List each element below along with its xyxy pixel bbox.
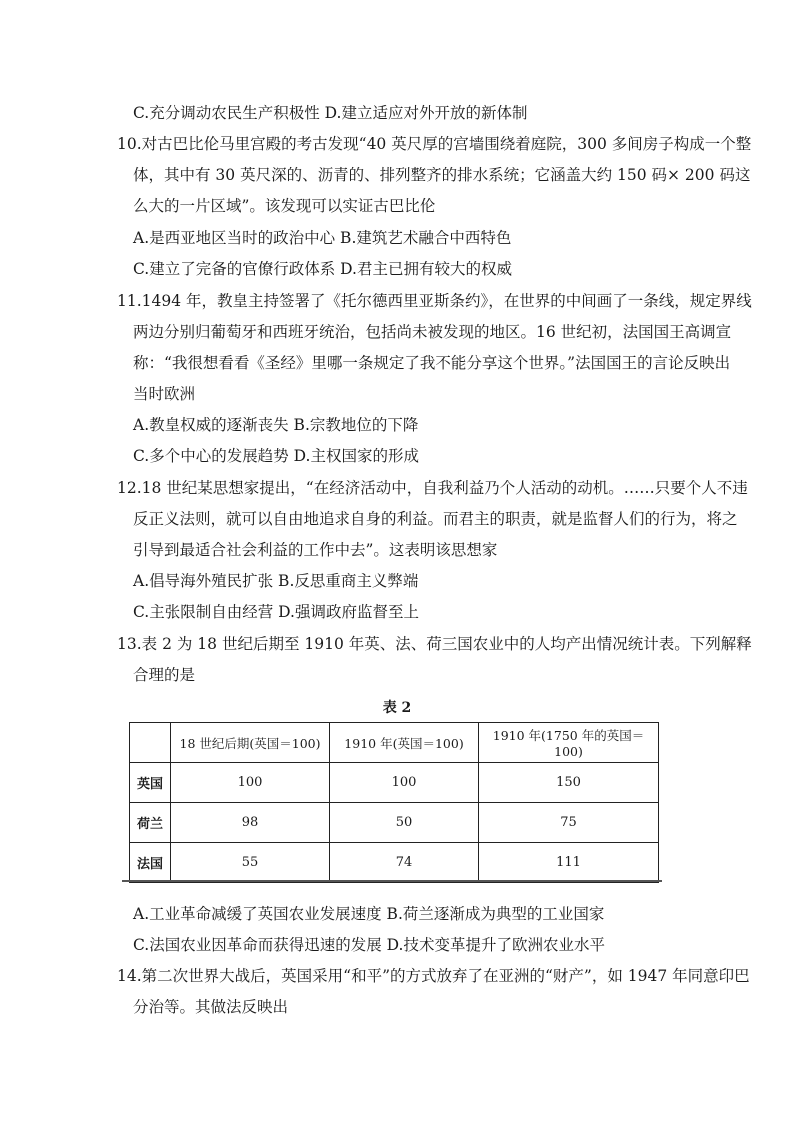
table-bottom-rule [122, 880, 662, 882]
table-header-cell [130, 723, 171, 763]
statistics-table [129, 722, 659, 883]
option-line-ab: A.工业革命减缓了英国农业发展速度 B.荷兰逐渐成为典型的工业国家 [133, 905, 605, 923]
option-line-cd: C.多个中心的发展趋势 D.主权国家的形成 [133, 447, 419, 465]
table-cell: 55 [171, 843, 330, 883]
option-line-ab: A.是西亚地区当时的政治中心 B.建筑艺术融合中西特色 [133, 229, 512, 247]
option-line-cd: C.建立了完备的官僚行政体系 D.君主已拥有较大的权威 [133, 260, 512, 278]
table-cell: 100 [330, 763, 479, 803]
question-text-line: 合理的是 [133, 666, 196, 684]
table-row [130, 763, 659, 803]
question-text-line: 13.表 2 为 18 世纪后期至 1910 年英、法、荷三国农业中的人均产出情况统计表。下列解释 [117, 635, 752, 653]
question-text-line: 11.1494 年，教皇主持签署了《托尔德西里亚斯条约》，在世界的中间画了一条线，规定界线 [117, 292, 752, 310]
option-line-ab: A.教皇权威的逐渐丧失 B.宗教地位的下降 [133, 416, 419, 434]
option-line-ab: A.倡导海外殖民扩张 B.反思重商主义弊端 [133, 572, 419, 590]
table-cell: 74 [330, 843, 479, 883]
row-header-cell: 英国 [130, 763, 171, 803]
row-header-cell: 荷兰 [130, 803, 171, 843]
table-header-row [130, 723, 659, 763]
question-text-line: 体，其中有 30 英尺深的、沥青的、排列整齐的排水系统；它涵盖大约 150 码× 200 码这 [133, 166, 751, 184]
question-text-line: 么大的一片区域”。该发现可以实证古巴比伦 [133, 197, 436, 215]
question-text-line: 当时欧洲 [133, 385, 196, 403]
table-cell: 98 [171, 803, 330, 843]
question-text-line: 两边分别归葡萄牙和西班牙统治，包括尚未被发现的地区。16 世纪初，法国国王高调宣 [133, 323, 732, 341]
table-cell: 111 [479, 843, 659, 883]
question-text-line: 分治等。其做法反映出 [133, 998, 289, 1016]
q9-options-cd: C.充分调动农民生产积极性 D.建立适应对外开放的新体制 [133, 104, 528, 122]
table-row [130, 803, 659, 843]
option-line-cd: C.法国农业因革命而获得迅速的发展 D.技术变革提升了欧洲农业水平 [133, 936, 605, 954]
table-header-cell: 1910 年(英国＝100) [330, 723, 479, 763]
table-cell: 100 [171, 763, 330, 803]
table-caption: 表 2 [382, 700, 412, 716]
question-text-line: 10.对古巴比伦马里宫殿的考古发现“40 英尺厚的宫墙围绕着庭院，300 多间房子构成一个整 [117, 135, 752, 153]
table-cell: 150 [479, 763, 659, 803]
row-header-cell: 法国 [130, 843, 171, 883]
table-cell: 75 [479, 803, 659, 843]
table-header-cell: 1910 年(1750 年的英国＝100) [479, 723, 659, 763]
question-text-line: 反正义法则，就可以自由地追求自身的利益。而君主的职责，就是监督人们的行为，将之 [133, 510, 738, 528]
table-header-cell: 18 世纪后期(英国＝100) [171, 723, 330, 763]
option-line-cd: C.主张限制自由经营 D.强调政府监督至上 [133, 603, 419, 621]
question-text-line: 14.第二次世界大战后，英国采用“和平”的方式放弃了在亚洲的“财产”，如 1947 年同意印巴 [117, 967, 750, 985]
question-text-line: 称：“我很想看看《圣经》里哪一条规定了我不能分享这个世界。”法国国王的言论反映出 [133, 354, 731, 372]
question-text-line: 引导到最适合社会利益的工作中去”。这表明该思想家 [133, 541, 498, 559]
question-text-line: 12.18 世纪某思想家提出，“在经济活动中，自我利益乃个人活动的动机。……只要个人不违 [117, 479, 748, 497]
table-cell: 50 [330, 803, 479, 843]
table-row [130, 843, 659, 883]
